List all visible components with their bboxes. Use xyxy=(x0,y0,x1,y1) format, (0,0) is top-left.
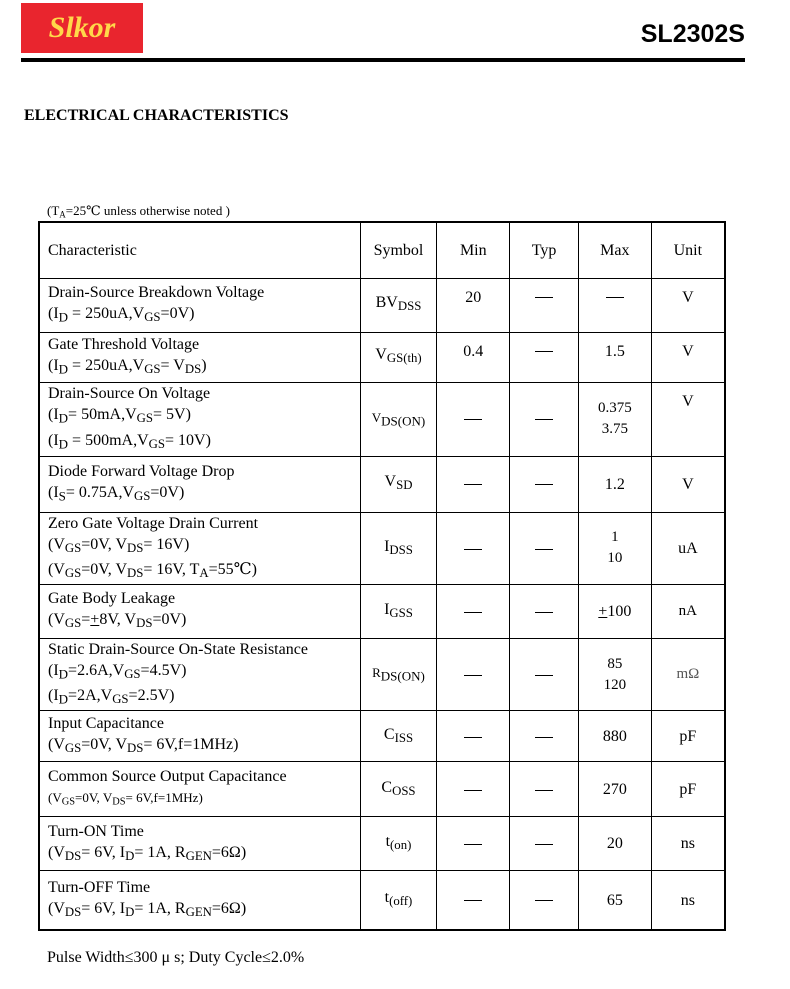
footnote: Pulse Width≤300 μ s; Duty Cycle≤2.0% xyxy=(47,949,305,966)
characteristic-cell xyxy=(39,762,360,817)
test-conditions: ($T_A=25℃$ unless otherwise noted ) xyxy=(47,203,230,220)
brand-logo xyxy=(21,3,143,53)
characteristic-name: Gate Threshold Voltage xyxy=(48,335,200,353)
typ-cell xyxy=(510,871,579,930)
symbol-cell: $V_{GS(th)}$ xyxy=(360,332,437,382)
unit-cell: V xyxy=(651,332,725,382)
table-row xyxy=(39,584,725,638)
typ-cell xyxy=(510,584,579,638)
dash-icon xyxy=(464,844,482,845)
characteristic-cell xyxy=(39,332,360,382)
table-row xyxy=(39,382,725,456)
characteristic-cell xyxy=(39,817,360,871)
table-row xyxy=(39,456,725,512)
dash-icon xyxy=(535,351,553,352)
typ-cell xyxy=(510,817,579,871)
table-row xyxy=(39,711,725,762)
test-condition: ($V_{GS}=+8V$, $V_{DS}=0V$) xyxy=(48,611,187,631)
dash-icon xyxy=(535,612,553,613)
test-condition: $(I_D=2.6A,V_{GS}=4.5V)$ xyxy=(48,661,187,682)
dash-icon xyxy=(464,549,482,550)
min-cell: 20 xyxy=(437,278,510,332)
min-cell xyxy=(437,382,510,456)
dash-icon xyxy=(535,737,553,738)
unit-cell: V xyxy=(651,278,725,332)
max-cell: 1.2 xyxy=(578,456,651,512)
dash-icon xyxy=(535,675,553,676)
max-cell: 880 xyxy=(578,711,651,762)
typ-cell xyxy=(510,278,579,332)
test-condition: ($V_{GS}=0V$, $V_{DS}= 16V$, $T_A=55℃$) xyxy=(48,560,257,580)
characteristic-name: Diode Forward Voltage Drop xyxy=(48,462,235,480)
test-condition: ($V_{GS}=0V$, $V_{DS}= 6V,f=1MHz$) xyxy=(48,789,203,808)
max-cell: 1 10 xyxy=(578,512,651,584)
max-cell xyxy=(578,278,651,332)
symbol-cell: $I_{GSS}$ xyxy=(360,584,437,638)
characteristic-name: Zero Gate Voltage Drain Current xyxy=(48,514,259,532)
min-cell xyxy=(437,817,510,871)
characteristic-name: Turn-OFF Time xyxy=(48,878,151,896)
header-rule xyxy=(21,58,745,62)
min-cell xyxy=(437,512,510,584)
test-condition: ($V_{GS}=0V$, $V_{DS}= 6V,f=1MHz$) xyxy=(48,736,239,756)
test-condition: $(I_S= 0.75A,V_{GS}=0V)$ xyxy=(48,483,185,504)
brand-name: Slkor xyxy=(48,11,116,44)
test-condition: $(I_D= 50mA,V_{GS}= 5V)$ xyxy=(48,406,191,426)
characteristics-table xyxy=(38,221,726,931)
characteristic-cell xyxy=(39,638,360,710)
min-cell xyxy=(437,762,510,817)
min-cell: 0.4 xyxy=(437,332,510,382)
section-title: ELECTRICAL CHARACTERISTICS xyxy=(24,107,289,124)
dash-icon xyxy=(464,612,482,613)
dash-icon xyxy=(535,419,553,420)
dash-icon xyxy=(535,844,553,845)
header-unit: Unit xyxy=(651,222,725,278)
table-row xyxy=(39,278,725,332)
table-header-row xyxy=(39,222,725,278)
unit-cell: pF xyxy=(651,711,725,762)
header-characteristic: Characteristic xyxy=(39,222,360,278)
table-row xyxy=(39,817,725,871)
typ-cell xyxy=(510,456,579,512)
dash-icon xyxy=(464,675,482,676)
symbol-cell: $V_{SD}$ xyxy=(360,456,437,512)
max-cell: 20 xyxy=(578,817,651,871)
unit-cell: nA xyxy=(651,584,725,638)
min-cell xyxy=(437,456,510,512)
table-row xyxy=(39,762,725,817)
characteristic-cell xyxy=(39,382,360,456)
max-cell: 85 120 xyxy=(578,638,651,710)
characteristic-name: Static Drain-Source On-State Resistance xyxy=(48,640,308,658)
characteristic-cell xyxy=(39,711,360,762)
header-typ: Typ xyxy=(510,222,579,278)
symbol-cell: $R_{DS(ON)}$ xyxy=(360,638,437,710)
typ-cell xyxy=(510,638,579,710)
dash-icon xyxy=(535,297,553,298)
test-condition: ($V_{DS}= 6V$, $I_D= 1A$, $R_{GEN}=6\Omega$) xyxy=(48,899,247,920)
table-row xyxy=(39,332,725,382)
dash-icon xyxy=(535,790,553,791)
typ-cell xyxy=(510,382,579,456)
min-cell xyxy=(437,638,510,710)
part-number: SL2302S xyxy=(640,20,745,48)
characteristic-name: Drain-Source Breakdown Voltage xyxy=(48,283,265,301)
test-condition: ($V_{GS}=0V$, $V_{DS}= 16V$) xyxy=(48,535,190,555)
min-cell xyxy=(437,584,510,638)
max-cell: +100 xyxy=(578,584,651,638)
min-cell xyxy=(437,711,510,762)
characteristic-cell xyxy=(39,871,360,930)
unit-cell: mΩ xyxy=(651,638,725,710)
max-cell: 0.375 3.75 xyxy=(578,382,651,456)
typ-cell xyxy=(510,332,579,382)
typ-cell xyxy=(510,762,579,817)
characteristic-cell xyxy=(39,278,360,332)
characteristic-cell xyxy=(39,512,360,584)
header-max: Max xyxy=(578,222,651,278)
max-cell: 270 xyxy=(578,762,651,817)
unit-cell: V xyxy=(651,382,725,456)
symbol-cell: $C_{OSS}$ xyxy=(360,762,437,817)
dash-icon xyxy=(464,737,482,738)
dash-icon xyxy=(535,900,553,901)
dash-icon xyxy=(535,484,553,485)
dash-icon xyxy=(606,297,624,298)
symbol-cell: $BV_{DSS}$ xyxy=(360,278,437,332)
unit-cell: ns xyxy=(651,871,725,930)
unit-cell: V xyxy=(651,456,725,512)
characteristic-cell xyxy=(39,584,360,638)
max-cell: 65 xyxy=(578,871,651,930)
test-condition: $(I_D = 250uA,V_{GS}= V_{DS})$ xyxy=(48,356,207,377)
unit-cell: uA xyxy=(651,512,725,584)
dash-icon xyxy=(535,549,553,550)
symbol-cell: $t_{(on)}$ xyxy=(360,817,437,871)
symbol-cell: $C_{ISS}$ xyxy=(360,711,437,762)
unit-cell: ns xyxy=(651,817,725,871)
characteristic-name: Common Source Output Capacitance xyxy=(48,767,287,785)
dash-icon xyxy=(464,484,482,485)
test-condition: ($V_{DS}= 6V$, $I_D= 1A$, $R_{GEN}=6\Omega$) xyxy=(48,843,247,863)
symbol-cell: $V_{DS(ON)}$ xyxy=(360,382,437,456)
dash-icon xyxy=(464,900,482,901)
characteristic-name: Input Capacitance xyxy=(48,715,164,733)
max-cell: 1.5 xyxy=(578,332,651,382)
symbol-cell: $t_{(off)}$ xyxy=(360,871,437,930)
characteristic-name: Gate Body Leakage xyxy=(48,590,176,608)
dash-icon xyxy=(464,419,482,420)
characteristic-cell xyxy=(39,456,360,512)
unit-cell: pF xyxy=(651,762,725,817)
table-row xyxy=(39,512,725,584)
typ-cell xyxy=(510,711,579,762)
test-condition: $(I_D = 500mA,V_{GS}= 10V)$ xyxy=(48,431,211,451)
test-condition: $(I_D = 250uA,V_{GS}=0V)$ xyxy=(48,304,195,325)
characteristic-name: Drain-Source On Voltage xyxy=(48,385,211,403)
min-cell xyxy=(437,871,510,930)
test-condition: $(I_D=2A,V_{GS}=2.5V)$ xyxy=(48,687,175,707)
table-row xyxy=(39,638,725,710)
header-symbol: Symbol xyxy=(360,222,437,278)
typ-cell xyxy=(510,512,579,584)
header-min: Min xyxy=(437,222,510,278)
symbol-cell: $I_{DSS}$ xyxy=(360,512,437,584)
characteristic-name: Turn-ON Time xyxy=(48,822,144,840)
dash-icon xyxy=(464,790,482,791)
table-row xyxy=(39,871,725,930)
